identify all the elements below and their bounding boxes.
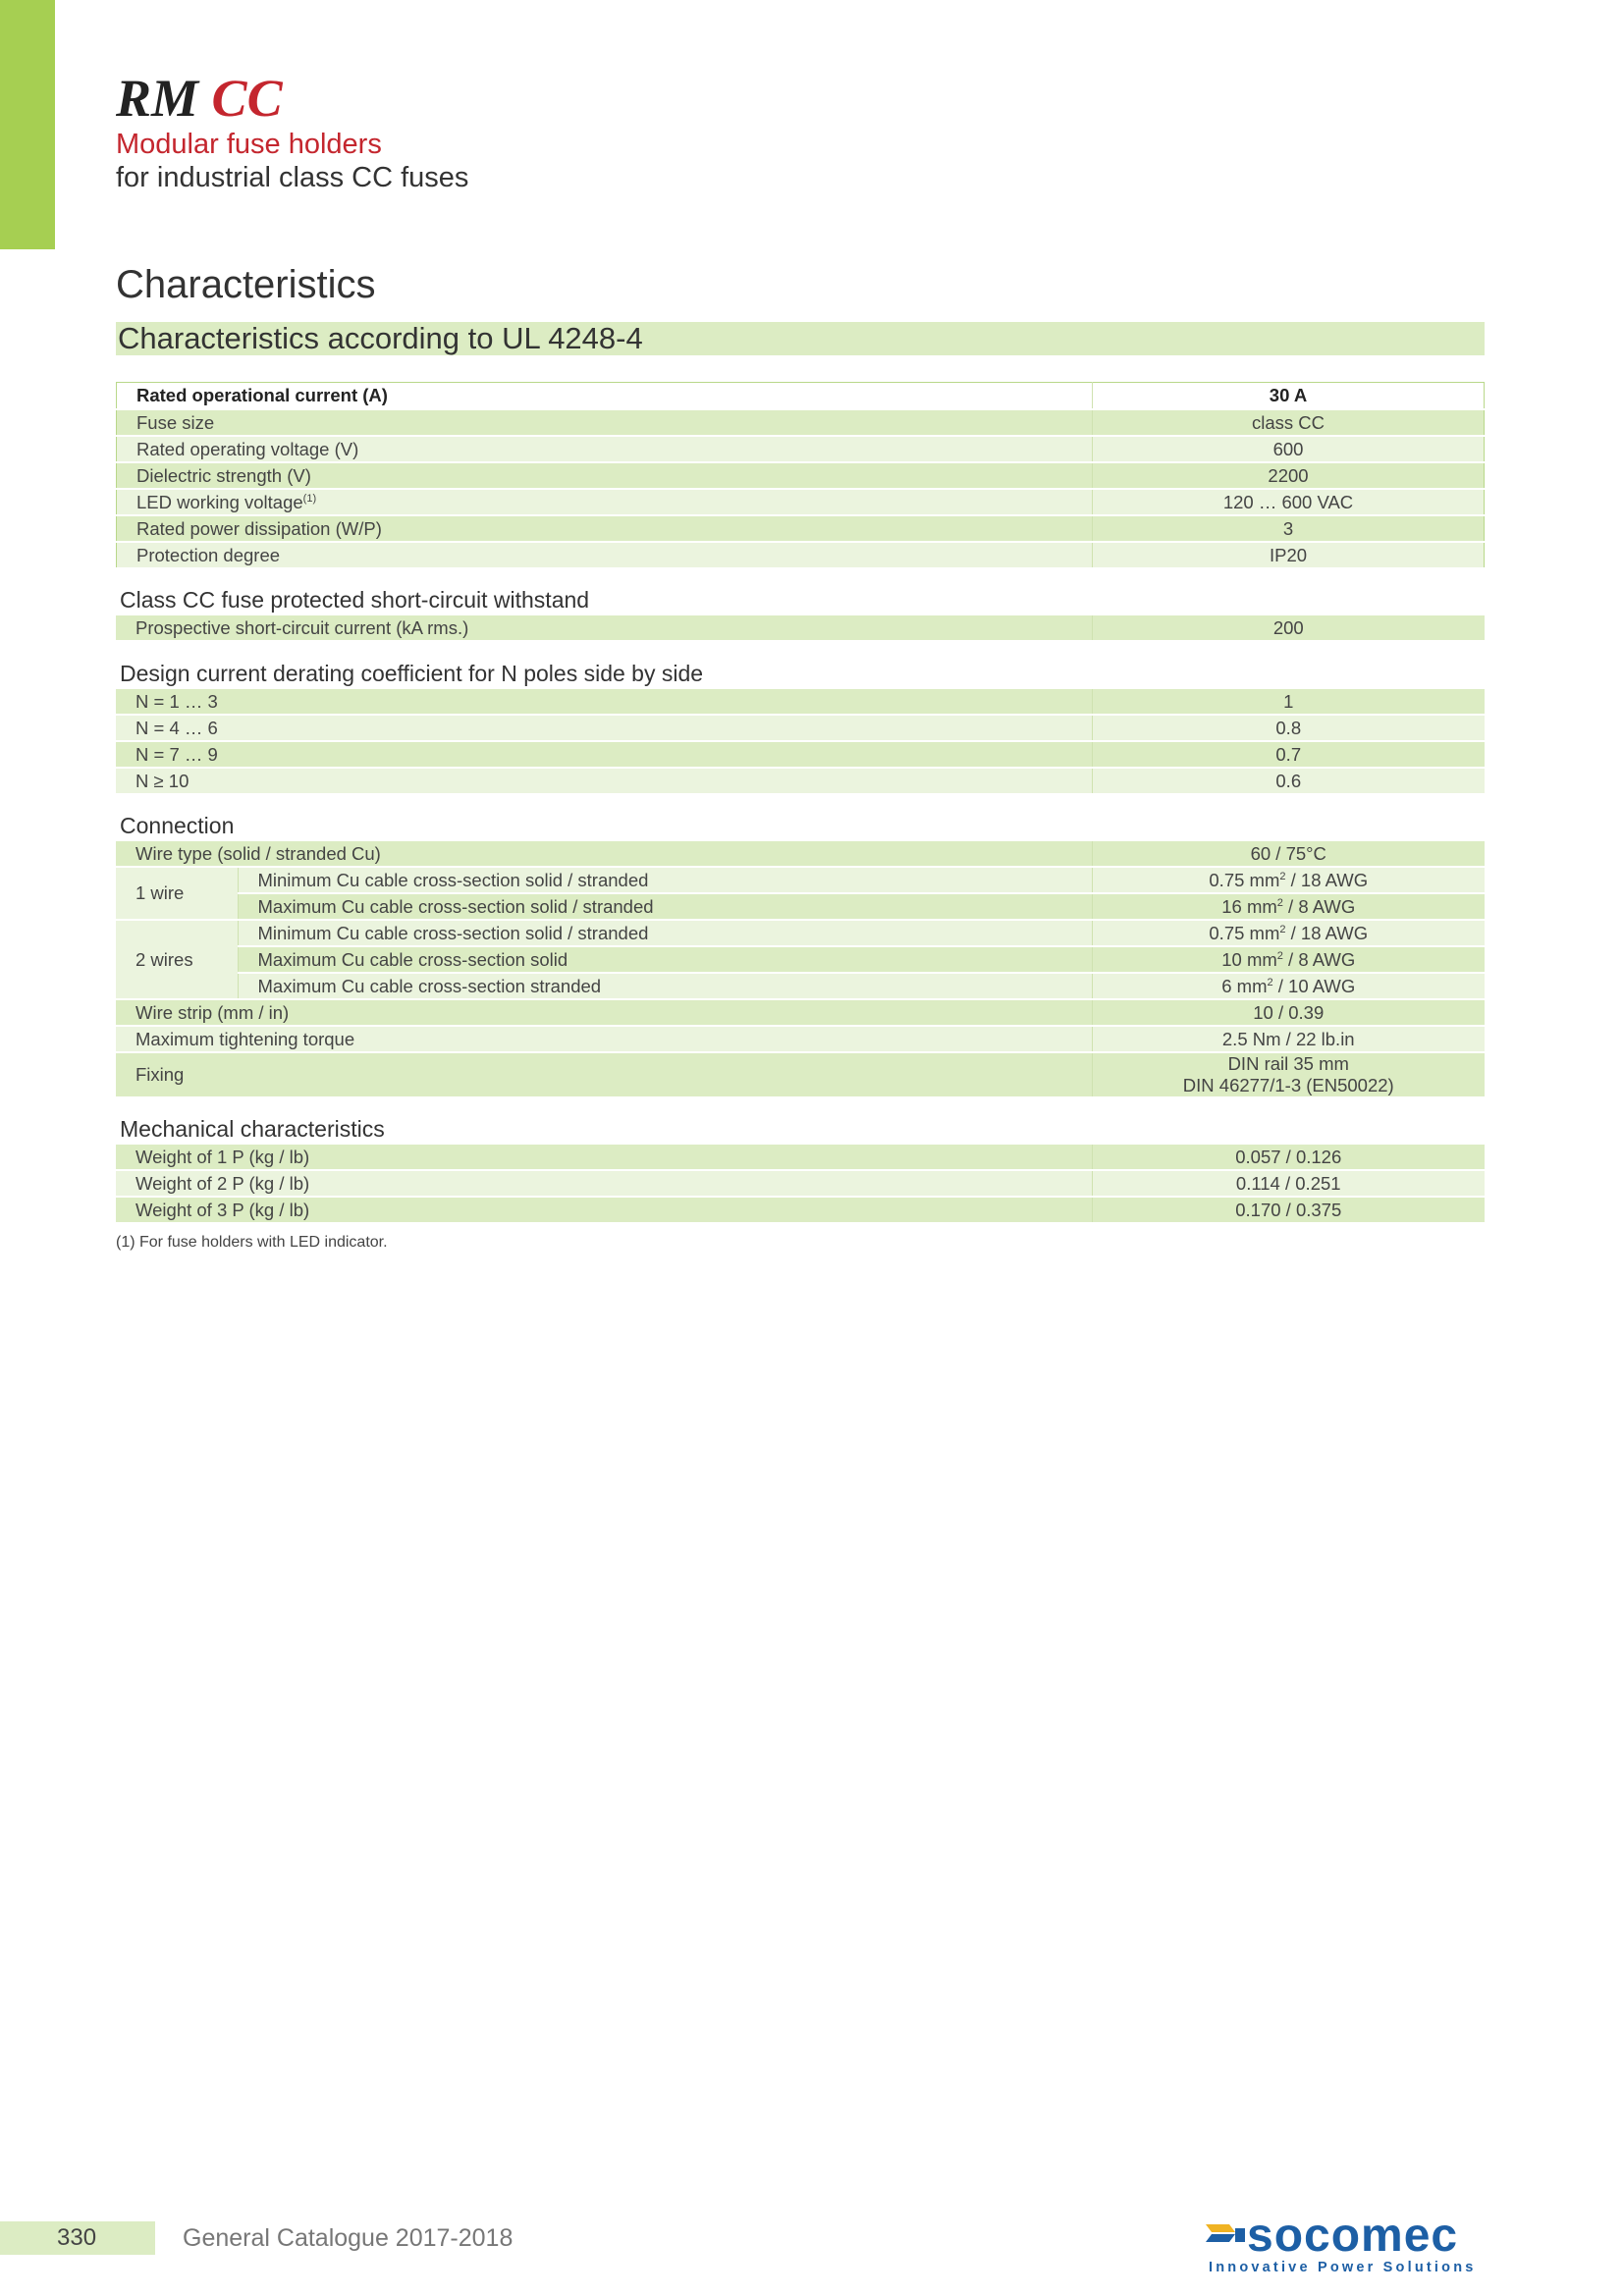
short-circuit-title: Class CC fuse protected short-circuit withstand — [120, 587, 590, 613]
row-value: 0.8 — [1092, 715, 1485, 741]
row-value: 30 A — [1093, 383, 1485, 410]
product-title — [116, 69, 468, 128]
fixing-value-line-1: DIN rail 35 mm — [1227, 1053, 1349, 1074]
mechanical-table — [116, 1145, 1485, 1224]
row-value: 0.114 / 0.251 — [1092, 1170, 1485, 1197]
row-label: Weight of 2 P (kg / lb) — [116, 1170, 1092, 1197]
value-text: 10 mm — [1221, 948, 1277, 970]
value-sup: 2 — [1276, 949, 1283, 962]
connection-table — [116, 841, 1485, 1098]
table-row — [117, 409, 1485, 436]
row-label: Protection degree — [117, 542, 1093, 568]
table-row — [117, 383, 1485, 410]
side-color-tab — [0, 0, 55, 249]
table-row — [116, 715, 1485, 741]
row-value — [1092, 867, 1485, 893]
product-subtitle: Modular fuse holders — [116, 129, 382, 160]
row-label: N = 1 … 3 — [116, 689, 1092, 715]
product-title-main: RM — [116, 69, 199, 128]
row-value: 3 — [1093, 515, 1485, 542]
row-value: 60 / 75°C — [1092, 841, 1485, 867]
ul-banner: Characteristics according to UL 4248-4 — [116, 322, 1485, 355]
row-label: Minimum Cu cable cross-section solid / stranded — [238, 867, 1092, 893]
row-label: Prospective short-circuit current (kA rms.) — [116, 615, 1092, 641]
row-label: Rated operating voltage (V) — [117, 436, 1093, 462]
table-row — [116, 1052, 1485, 1097]
row-value: 0.7 — [1092, 741, 1485, 768]
value-text: / 10 AWG — [1272, 975, 1356, 996]
row-label: Rated power dissipation (W/P) — [117, 515, 1093, 542]
value-text: / 18 AWG — [1285, 869, 1369, 890]
table-row — [117, 489, 1485, 515]
table-row — [116, 999, 1485, 1026]
table-row — [116, 973, 1485, 999]
table-row — [116, 768, 1485, 794]
short-circuit-table — [116, 615, 1485, 642]
table-row — [116, 920, 1485, 946]
page-header — [116, 69, 468, 194]
row-value: 0.170 / 0.375 — [1092, 1197, 1485, 1223]
row-label: Rated operational current (A) — [117, 383, 1093, 410]
row-value — [1092, 920, 1485, 946]
row-label: Weight of 1 P (kg / lb) — [116, 1145, 1092, 1170]
value-text: / 18 AWG — [1285, 922, 1369, 943]
catalogue-title: General Catalogue 2017-2018 — [183, 2224, 514, 2252]
row-label: Weight of 3 P (kg / lb) — [116, 1197, 1092, 1223]
product-title-accent: CC — [211, 69, 283, 128]
section-title: Characteristics — [116, 263, 376, 306]
mechanical-title: Mechanical characteristics — [120, 1116, 385, 1142]
row-value: 600 — [1093, 436, 1485, 462]
value-text: 6 mm — [1221, 975, 1268, 996]
row-label: N = 7 … 9 — [116, 741, 1092, 768]
row-value: class CC — [1093, 409, 1485, 436]
row-value — [1092, 893, 1485, 920]
row-label: Maximum tightening torque — [116, 1026, 1092, 1052]
derating-table — [116, 689, 1485, 795]
value-text: / 8 AWG — [1282, 948, 1356, 970]
row-value: IP20 — [1093, 542, 1485, 568]
row-value: 0.6 — [1092, 768, 1485, 794]
value-text: 0.75 mm — [1209, 922, 1280, 943]
value-sup: 2 — [1276, 896, 1283, 909]
page-number: 330 — [57, 2224, 97, 2251]
row-value: 120 … 600 VAC — [1093, 489, 1485, 515]
socomec-logo — [1206, 2210, 1481, 2277]
row-value — [1092, 946, 1485, 973]
row-label: Wire strip (mm / in) — [116, 999, 1092, 1026]
ul-characteristics-table — [116, 382, 1485, 569]
row-value: 0.057 / 0.126 — [1092, 1145, 1485, 1170]
table-row — [117, 515, 1485, 542]
logo-mark-icon — [1206, 2218, 1245, 2252]
table-row — [116, 893, 1485, 920]
row-value: 2200 — [1093, 462, 1485, 489]
footnote: (1) For fuse holders with LED indicator. — [116, 1234, 388, 1251]
value-sup: 2 — [1279, 923, 1286, 935]
row-value — [1092, 1052, 1485, 1097]
table-row — [116, 946, 1485, 973]
table-row — [117, 436, 1485, 462]
row-value — [1092, 973, 1485, 999]
table-row — [116, 689, 1485, 715]
group-label: 1 wire — [116, 867, 238, 920]
row-label: Fixing — [116, 1052, 1092, 1097]
derating-title: Design current derating coefficient for N poles side by side — [120, 661, 704, 686]
row-label: Dielectric strength (V) — [117, 462, 1093, 489]
value-text: 0.75 mm — [1209, 869, 1280, 890]
group-label: 2 wires — [116, 920, 238, 999]
table-row — [117, 542, 1485, 568]
table-row — [116, 867, 1485, 893]
row-value: 1 — [1092, 689, 1485, 715]
logo-tagline: Innovative Power Solutions — [1209, 2260, 1477, 2275]
table-row — [116, 615, 1485, 641]
value-sup: 2 — [1279, 870, 1286, 882]
connection-title: Connection — [120, 813, 235, 838]
row-label: Minimum Cu cable cross-section solid / stranded — [238, 920, 1092, 946]
row-label: Maximum Cu cable cross-section solid — [238, 946, 1092, 973]
product-subtitle-secondary: for industrial class CC fuses — [116, 162, 469, 193]
table-row — [116, 741, 1485, 768]
row-value: 2.5 Nm / 22 lb.in — [1092, 1026, 1485, 1052]
value-text: 16 mm — [1221, 895, 1277, 917]
footnote-ref: (1) — [302, 492, 317, 505]
value-sup: 2 — [1267, 976, 1273, 988]
table-row — [116, 841, 1485, 867]
row-label: Wire type (solid / stranded Cu) — [116, 841, 1092, 867]
row-value: 200 — [1092, 615, 1485, 641]
fixing-value-line-2: DIN 46277/1-3 (EN50022) — [1182, 1075, 1394, 1095]
row-label: N ≥ 10 — [116, 768, 1092, 794]
row-label: Maximum Cu cable cross-section stranded — [238, 973, 1092, 999]
table-row — [116, 1145, 1485, 1170]
table-row — [116, 1170, 1485, 1197]
row-label: N = 4 … 6 — [116, 715, 1092, 741]
table-row — [116, 1197, 1485, 1223]
row-value: 10 / 0.39 — [1092, 999, 1485, 1026]
logo-wordmark: socomec — [1247, 2210, 1459, 2262]
table-row — [116, 1026, 1485, 1052]
value-text: / 8 AWG — [1282, 895, 1356, 917]
row-label-text: LED working voltage — [136, 491, 303, 512]
row-label: Fuse size — [117, 409, 1093, 436]
row-label: Maximum Cu cable cross-section solid / stranded — [238, 893, 1092, 920]
row-label — [117, 489, 1093, 515]
table-row — [117, 462, 1485, 489]
